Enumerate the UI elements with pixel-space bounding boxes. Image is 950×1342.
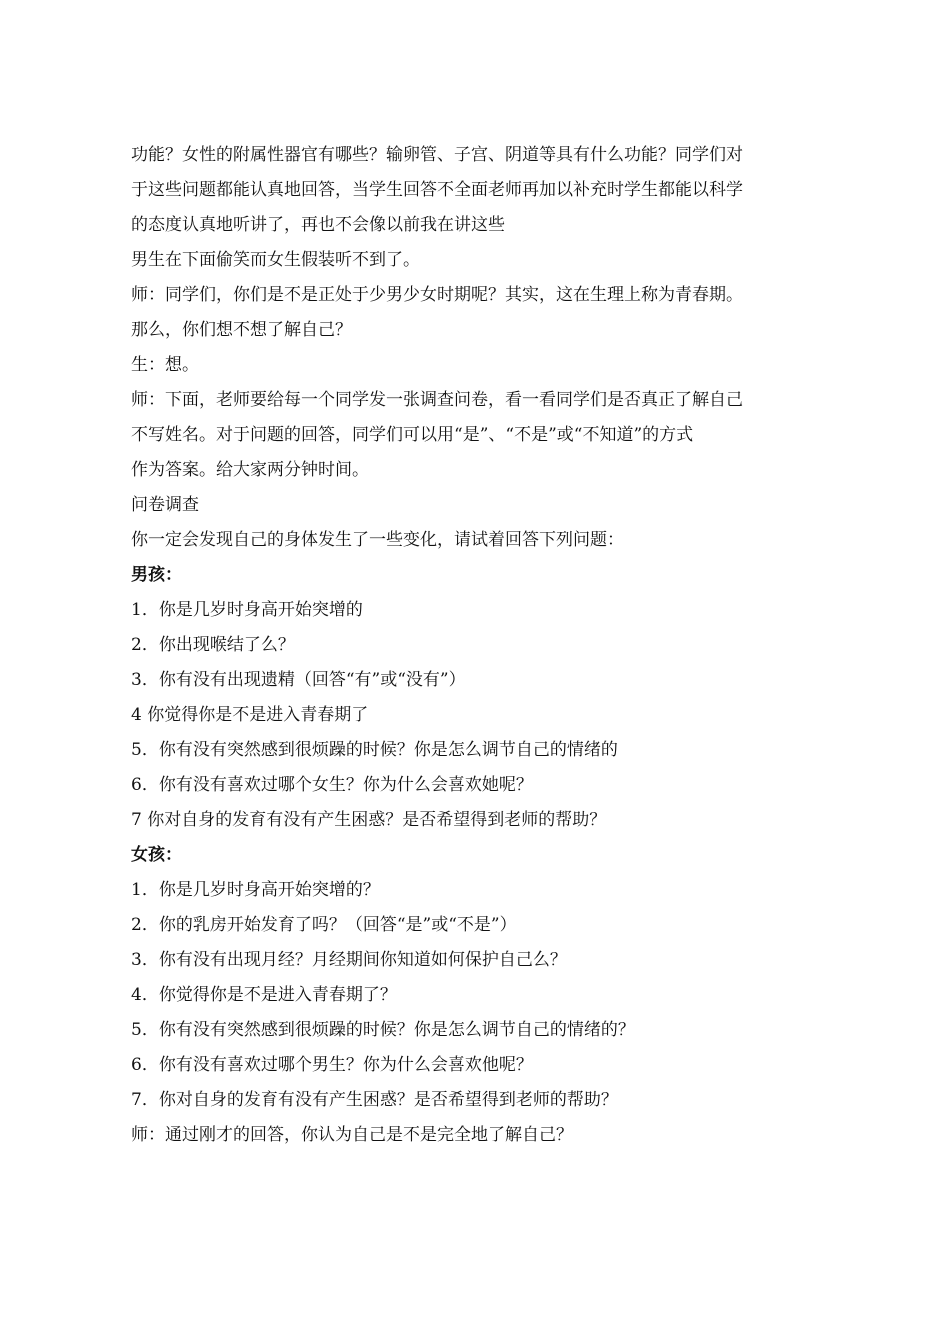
teacher-line: 师：下面，老师要给每一个同学发一张调查问卷，看一看同学们是否真正了解自己 [131,390,743,410]
questionnaire-title: 问卷调查 [131,495,199,515]
boys-question: 3．你有没有出现遗精（回答“有”或“没有”） [131,670,466,690]
document-page [131,138,823,1153]
body-line: 的态度认真地听讲了，再也不会像以前我在讲这些 [131,215,505,235]
body-line: 作为答案。给大家两分钟时间。 [131,460,369,480]
body-line: 于这些问题都能认真地回答，当学生回答不全面老师再加以补充时学生都能以科学 [131,180,743,200]
girls-question: 4．你觉得你是不是进入青春期了？ [131,985,397,1005]
boys-heading: 男孩： [131,565,182,585]
student-line: 生：想。 [131,355,199,375]
boys-question: 4 你觉得你是不是进入青春期了 [131,705,369,725]
girls-question: 1．你是几岁时身高开始突增的？ [131,880,380,900]
body-line: 不写姓名。对于问题的回答，同学们可以用“是”、“不是”或“不知道”的方式 [131,425,694,445]
girls-question: 5．你有没有突然感到很烦躁的时候？你是怎么调节自己的情绪的？ [131,1020,635,1040]
girls-question: 2．你的乳房开始发育了吗？（回答“是”或“不是”） [131,915,517,935]
body-line: 功能？女性的附属性器官有哪些？输卵管、子宫、阴道等具有什么功能？同学们对 [131,145,743,165]
girls-question: 7．你对自身的发育有没有产生困惑？是否希望得到老师的帮助？ [131,1090,618,1110]
body-line: 男生在下面偷笑而女生假装听不到了。 [131,250,420,270]
girls-question: 6．你有没有喜欢过哪个男生？你为什么会喜欢他呢？ [131,1055,533,1075]
closing-line: 师：通过刚才的回答，你认为自己是不是完全地了解自己？ [131,1125,573,1145]
boys-question: 2．你出现喉结了么？ [131,635,295,655]
girls-heading: 女孩： [131,845,182,865]
boys-question: 7 你对自身的发育有没有产生困惑？是否希望得到老师的帮助？ [131,810,607,830]
body-line: 那么，你们想不想了解自己？ [131,320,352,340]
boys-question: 1．你是几岁时身高开始突增的 [131,600,363,620]
boys-question: 6．你有没有喜欢过哪个女生？你为什么会喜欢她呢？ [131,775,533,795]
boys-question: 5．你有没有突然感到很烦躁的时候？你是怎么调节自己的情绪的 [131,740,618,760]
girls-question: 3．你有没有出现月经？月经期间你知道如何保护自己么？ [131,950,567,970]
questionnaire-intro: 你一定会发现自己的身体发生了一些变化，请试着回答下列问题： [131,530,624,550]
teacher-line: 师：同学们，你们是不是正处于少男少女时期呢？其实，这在生理上称为青春期。 [131,285,743,305]
